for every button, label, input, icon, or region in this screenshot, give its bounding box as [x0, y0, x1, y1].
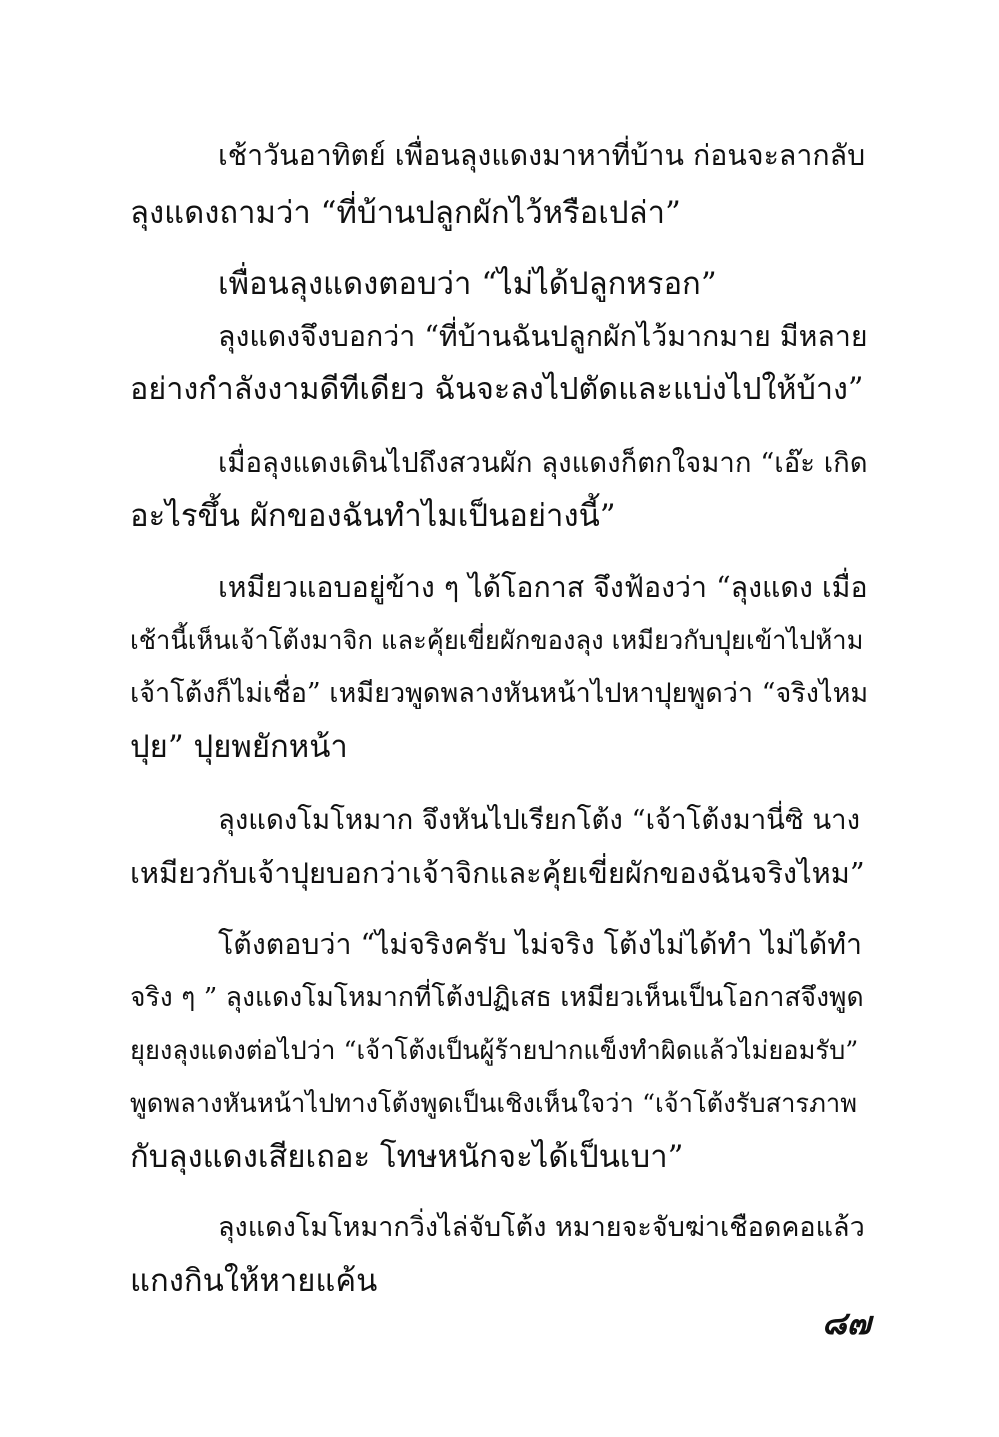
paragraph-8-line-2: แกงกินให้หายแค้น — [130, 1263, 378, 1299]
paragraph-5-line-3: เจ้าโต้งก็ไม่เชื่อ” เหมียวพูดพลางหันหน้าไปหาปุยพูดว่า “จริงไหม — [130, 678, 869, 709]
paragraph-7-line-1: โต้งตอบว่า “ไม่จริงครับ ไม่จริง โต้งไม่ได้ทำ ไม่ได้ทำ — [218, 928, 863, 961]
page-number: ๘๗ — [822, 1304, 871, 1342]
paragraph-1-line-2: ลุงแดงถามว่า “ที่บ้านปลูกผักไว้หรือเปล่า” — [130, 195, 681, 231]
paragraph-6-line-2: เหมียวกับเจ้าปุยบอกว่าเจ้าจิกและคุ้ยเขี่ยผักของฉันจริงไหม” — [130, 856, 865, 890]
paragraph-3-line-1: ลุงแดงจึงบอกว่า “ที่บ้านฉันปลูกผักไว้มากมาย มีหลาย — [218, 320, 868, 353]
paragraph-8-line-1: ลุงแดงโมโหมากวิ่งไล่จับโต้ง หมายจะจับฆ่าเชือดคอแล้ว — [218, 1212, 865, 1243]
paragraph-5-line-4: ปุย” ปุยพยักหน้า — [130, 729, 348, 765]
paragraph-7-line-3: ยุยงลุงแดงต่อไปว่า “เจ้าโต้งเป็นผู้ร้ายปากแข็งทำผิดแล้วไม่ยอมรับ” — [130, 1036, 859, 1066]
paragraph-6-line-1: ลุงแดงโมโหมาก จึงหันไปเรียกโต้ง “เจ้าโต้งมานี่ซิ นาง — [218, 804, 861, 836]
paragraph-4-line-2: อะไรขึ้น ผักของฉันทำไมเป็นอย่างนี้” — [130, 498, 616, 534]
paragraph-4-line-1: เมื่อลุงแดงเดินไปถึงสวนผัก ลุงแดงก็ตกใจมาก “เอ๊ะ เกิด — [218, 447, 868, 479]
paragraph-7-line-2: จริง ๆ ” ลุงแดงโมโหมากที่โต้งปฏิเสธ เหมียวเห็นเป็นโอกาสจึงพูด — [130, 982, 864, 1013]
paragraph-5-line-1: เหมียวแอบอยู่ข้าง ๆ ได้โอกาส จึงฟ้องว่า “ลุงแดง เมื่อ — [218, 571, 868, 604]
paragraph-1-line-1: เช้าวันอาทิตย์ เพื่อนลุงแดงมาหาที่บ้าน ก่อนจะลากลับ — [218, 139, 866, 172]
paragraph-5-line-2: เช้านี้เห็นเจ้าโต้งมาจิก และคุ้ยเขี่ยผักของลุง เหมียวกับปุยเข้าไปห้าม — [130, 626, 864, 656]
paragraph-2-line-1: เพื่อนลุงแดงตอบว่า “ไม่ได้ปลูกหรอก” — [218, 266, 717, 302]
paragraph-7-line-5: กับลุงแดงเสียเถอะ โทษหนักจะได้เป็นเบา” — [130, 1139, 684, 1175]
paragraph-3-line-2: อย่างกำลังงามดีทีเดียว ฉันจะลงไปตัดและแบ่งไปให้บ้าง” — [130, 372, 864, 407]
paragraph-7-line-4: พูดพลางหันหน้าไปทางโต้งพูดเป็นเชิงเห็นใจว่า “เจ้าโต้งรับสารภาพ — [130, 1089, 858, 1119]
